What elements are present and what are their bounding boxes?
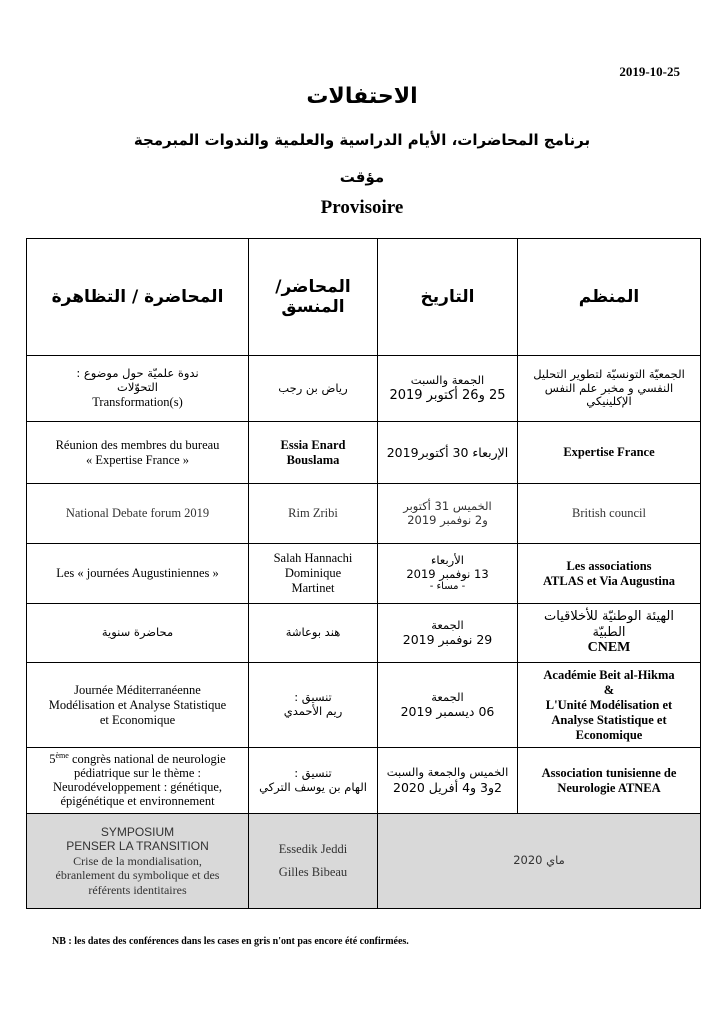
cell-line: Essedik Jeddi (278, 842, 348, 856)
cell-line: ébranlement du symbolique et des (55, 868, 220, 883)
cell-line: 13 نوفمبر 2019 (406, 566, 489, 581)
cell-date (378, 604, 518, 663)
cell-speaker (249, 356, 378, 422)
cell-line: L'Unité Modélisation et (545, 697, 673, 712)
cell-date (378, 484, 518, 544)
document-title: الاحتفالات (306, 84, 418, 109)
cell-text: congrès national de neurologie (71, 752, 226, 767)
cell-topic (27, 544, 249, 604)
cell-organizer (518, 484, 701, 544)
table-row (27, 356, 701, 422)
cell-topic (27, 422, 249, 484)
cell-line: رياض بن رجب (278, 380, 348, 395)
cell-line: « Expertise France » (85, 452, 190, 467)
cell-line: Association tunisienne de (541, 765, 677, 780)
cell-line: Modélisation et Analyse Statistique (48, 697, 227, 712)
footnote: NB : les dates des conférences dans les cases en gris n'ont pas encore été confirmées. (52, 936, 409, 947)
table-row (27, 748, 701, 814)
table-row (27, 544, 701, 604)
cell-organizer (518, 544, 701, 604)
cell-line: Réunion des membres du bureau (55, 437, 220, 452)
cell-line: Les « journées Augustiniennes » (56, 566, 219, 580)
cell-line: Gilles Bibeau (278, 865, 348, 879)
cell-line: تنسيق : (294, 765, 332, 780)
cell-line: Bouslama (286, 452, 340, 467)
table-row (27, 814, 701, 909)
document-subtitle: برنامج المحاضرات، الأيام الدراسية والعلمية والندوات المبرمجة (133, 131, 591, 149)
ordinal-number: 5 (49, 752, 56, 767)
cell-line: ماي 2020 (513, 853, 565, 868)
cell-topic (27, 356, 249, 422)
cell-date (378, 356, 518, 422)
cell-organizer (518, 663, 701, 748)
cell-line: الجمعيّة التونسيّة لتطوير التحليل (533, 366, 685, 381)
cell-line: ATLAS et Via Augustina (542, 573, 676, 588)
cell-line: 29 نوفمبر 2019 (402, 632, 493, 648)
cell-line: PENSER LA TRANSITION (66, 839, 209, 854)
cell-speaker (249, 814, 378, 909)
cell-speaker (249, 663, 378, 748)
cell-line: الخميس والجمعة والسبت (386, 765, 509, 780)
cell-topic (27, 814, 249, 909)
cell-line: Essia Enard (280, 437, 346, 452)
header-date: التاريخ (378, 239, 518, 356)
cell-topic (27, 484, 249, 544)
cell-topic (27, 604, 249, 663)
table-row (27, 484, 701, 544)
cell-line: الهام بن يوسف التركي (259, 779, 367, 794)
cell-speaker (249, 604, 378, 663)
provisional-label-arabic: مؤقت (339, 168, 385, 186)
cell-line: الأربعاء (431, 552, 464, 567)
cell-line: National Debate forum 2019 (65, 506, 210, 520)
cell-line: Martinet (291, 581, 335, 595)
cell-line: ريم الأحمدي (283, 704, 343, 718)
cell-line: 2و3 و4 أفريل 2020 (393, 779, 502, 795)
cell-line: SYMPOSIUM (100, 825, 175, 840)
cell-line: الإربعاء 30 أكتوبر2019 (386, 445, 509, 460)
cell-line: Crise de la mondialisation, (73, 853, 202, 868)
table-header-row (27, 239, 701, 356)
cell-date (378, 748, 518, 814)
cell-line: British council (572, 506, 646, 520)
cell-line: épigénétique et environnement (60, 793, 215, 808)
cell-line: تنسيق : (294, 690, 332, 705)
cell-speaker (249, 422, 378, 484)
cell-line: et Economique (99, 712, 176, 727)
cell-line: Journée Méditerranéenne (74, 682, 201, 697)
cell-line: Analyse Statistique et (551, 712, 667, 727)
cell-line: Transformation(s) (92, 394, 183, 409)
events-table (26, 238, 701, 909)
header-organizer: المنظم (518, 239, 701, 356)
header-speaker: المحاضر/ المنسق (249, 239, 378, 356)
cell-date (378, 422, 518, 484)
cell-line: référents identitaires (88, 882, 187, 897)
cell-speaker (249, 544, 378, 604)
cell-date (378, 544, 518, 604)
cell-speaker (249, 748, 378, 814)
cell-line: ندوة علميّة حول موضوع : (76, 366, 199, 381)
cell-line: 06 ديسمبر 2019 (400, 704, 495, 720)
cell-line: Dominique (284, 566, 342, 580)
cell-line: Neurologie ATNEA (557, 780, 661, 795)
cell-line: Neurodéveloppement : génétique, (52, 780, 223, 795)
cell-organizer (518, 748, 701, 814)
cell-line: & (603, 682, 615, 697)
cell-line: و2 نوفمبر 2019 (407, 512, 488, 527)
cell-line: الهيئة الوطنيّة للأخلاقيات (544, 609, 674, 624)
cell-date (378, 663, 518, 748)
cell-line: النفسي و مخبر علم النفس الإكلينيكي (544, 380, 674, 409)
cell-line: 25 و26 أكتوبر 2019 (389, 387, 506, 403)
cell-speaker (249, 484, 378, 544)
cell-line: Académie Beit al-Hikma (543, 667, 675, 682)
cell-topic (27, 748, 249, 814)
cell-organizer (518, 422, 701, 484)
table-row (27, 422, 701, 484)
cell-line: pédiatrique sur le thème : (73, 766, 202, 781)
cell-line: محاضرة سنوية (101, 625, 174, 640)
cell-line: الجمعة (431, 689, 464, 704)
cell-line: CNEM (587, 640, 631, 656)
cell-line: الخميس 31 أكتوبر (403, 498, 492, 513)
cell-line: التحوّلات (117, 380, 158, 394)
cell-line: هند بوعاشة (285, 625, 341, 640)
provisional-label: Provisoire (320, 197, 404, 218)
table-row (27, 663, 701, 748)
cell-line: الجمعة (431, 617, 464, 632)
cell-line: الجمعة والسبت (410, 372, 485, 387)
cell-date (378, 814, 701, 909)
ordinal-suffix: ème (55, 751, 69, 761)
cell-organizer (518, 604, 701, 663)
cell-line (30, 752, 245, 767)
cell-line: Economique (575, 727, 643, 742)
cell-line: الطبيّة (592, 624, 626, 640)
header-topic: المحاضرة / التظاهرة (27, 239, 249, 356)
table-row (27, 604, 701, 663)
cell-topic (27, 663, 249, 748)
cell-line: Rim Zribi (288, 506, 338, 520)
cell-line: Salah Hannachi (273, 551, 353, 565)
cell-organizer (518, 356, 701, 422)
document-date: 2019-10-25 (619, 64, 680, 79)
cell-line: - مساء - (429, 581, 466, 593)
cell-line: Expertise France (563, 445, 655, 459)
cell-line: Les associations (566, 558, 652, 573)
